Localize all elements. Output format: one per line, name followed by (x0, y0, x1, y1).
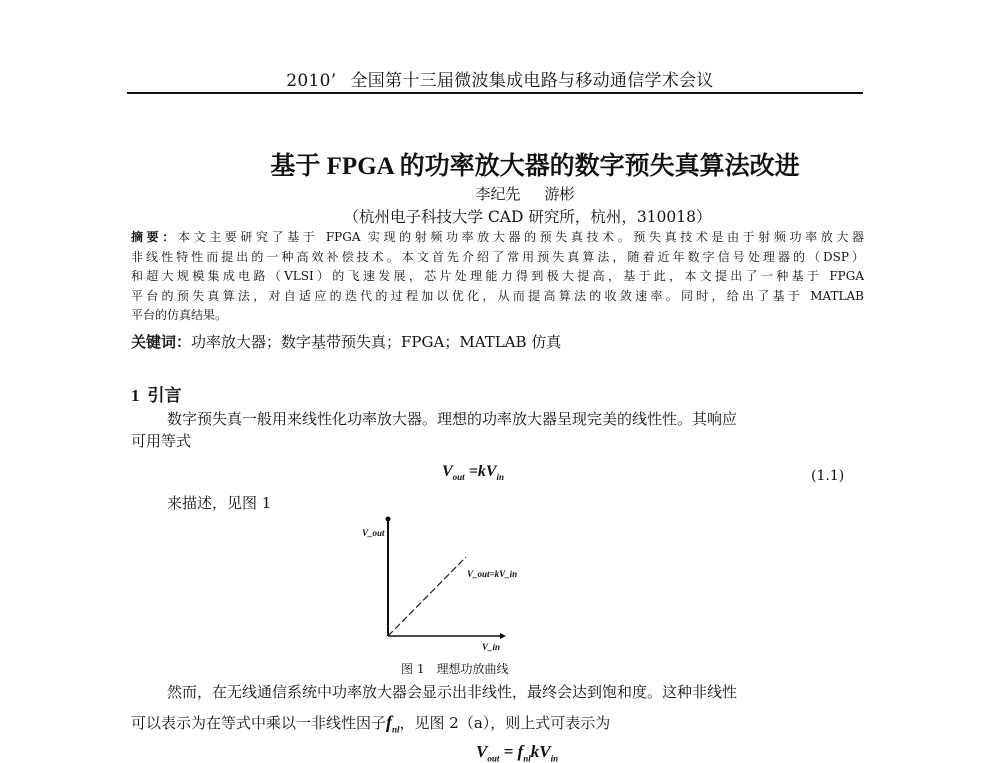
equation-1-2: $V_{out} = f_{nl}kV_{in}$ (476, 742, 559, 763)
paragraph-intro (131, 408, 737, 452)
nonlinear-factor: $f_{nl}$ (386, 712, 400, 735)
section-number: 1 (131, 386, 140, 405)
header-rule (127, 92, 863, 94)
authors (0, 183, 1000, 204)
equation-1-1: $V_{out} =kV_{in}$ (442, 463, 504, 483)
x-axis-label: V_in (482, 642, 501, 652)
paragraph-line: 数字预失真一般用来线性化功率放大器。理想的功率放大器呈现完美的线性性。其响应 (167, 410, 738, 428)
author: 李纪先 (475, 185, 521, 203)
keywords (131, 331, 561, 352)
section-heading (131, 381, 182, 406)
paragraph-line: 可用等式 (131, 432, 192, 450)
paper-title: 基于 FPGA 的功率放大器的数字预失真算法改进 (270, 153, 800, 180)
section-title: 引言 (147, 386, 182, 406)
keywords-label: 关键词： (131, 333, 192, 351)
abstract-line: 平台的仿真结果。 (131, 308, 228, 323)
abstract-line: 摘要：本文主要研究了基于 FPGA 实现的射频功率放大器的预失真技术。预失真技术是由于射频功率放大器 (131, 230, 864, 244)
abstract-line: 和超大规模集成电路（VLSI）的飞速发展，芯片处理能力得到极大提高，基于此，本文提出了一种基于 FPGA (131, 269, 864, 284)
running-header (0, 66, 1000, 91)
abstract-label: 摘要： (131, 230, 178, 244)
figure-reference-text: 来描述，见图 1 (167, 494, 272, 512)
equation-number: (1.1) (811, 468, 845, 484)
conference-name: 全国第十三届微波集成电路与移动通信学术会议 (350, 71, 714, 91)
figure-1-caption (401, 660, 508, 677)
affiliation: （杭州电子科技大学 CAD 研究所，杭州，310018） (343, 208, 712, 226)
keywords-text: 功率放大器；数字基带预失真；FPGA；MATLAB 仿真 (191, 333, 562, 351)
abstract-line: 平台的预失真算法，对自适应的迭代的过程加以优化，从而提高算法的收敛速率。同时，给出了基于 MATLAB (131, 288, 864, 303)
caption-number: 图 1 (401, 662, 425, 676)
abstract (131, 228, 864, 326)
paragraph-line: 可以表示为在等式中乘以一非线性因子$f_{nl}$，见图 2（a），则上式可表示为 (131, 712, 611, 735)
paragraph-nonlinearity (131, 681, 737, 741)
y-axis-label: V_out (362, 528, 385, 538)
author: 游彬 (544, 185, 575, 203)
caption-text: 理想功放曲线 (436, 662, 509, 676)
line-label: V_out=kV_in (467, 569, 518, 579)
abstract-line: 非线性特性而提出的一种高效补偿技术。本文首先介绍了常用预失真算法，随着近年数字信号处理器的（DSP） (131, 249, 864, 264)
conference-year: 2010’ (286, 71, 337, 91)
figure-1-ideal-pa-curve (350, 512, 570, 682)
paragraph-line: 然而，在无线通信系统中功率放大器会显示出非线性，最终会达到饱和度。这种非线性 (167, 683, 738, 701)
